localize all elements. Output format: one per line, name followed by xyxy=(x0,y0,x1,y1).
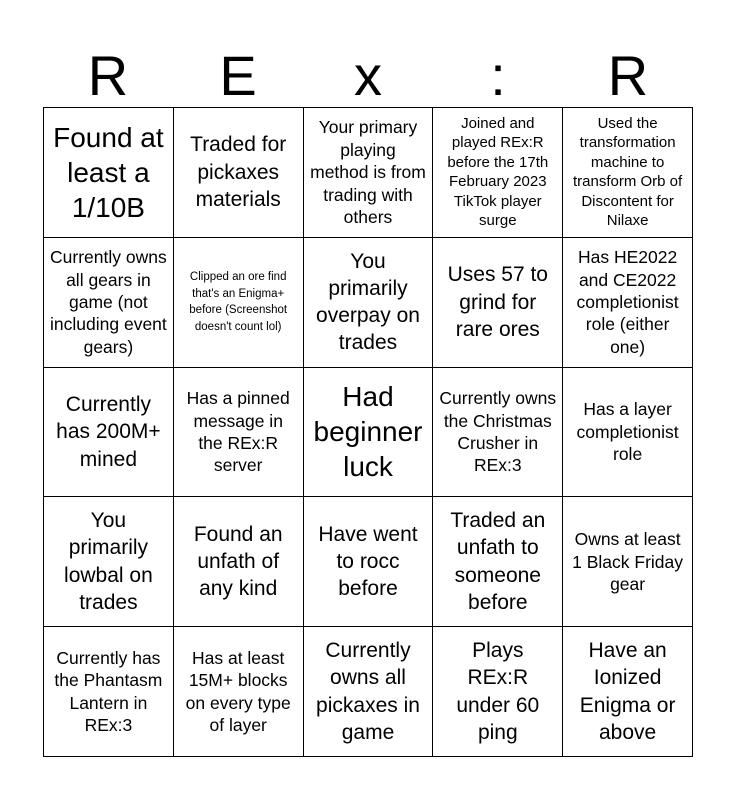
bingo-cell-r2c1[interactable] xyxy=(44,238,174,368)
bingo-cell-text: Has a pinned message in the REx:R server xyxy=(186,388,290,476)
bingo-cell-text: Have an Ionized Enigma or above xyxy=(579,639,676,744)
bingo-cell-text: Currently has the Phantasm Lantern in REx:3 xyxy=(54,647,163,735)
bingo-cell-r5c4[interactable] xyxy=(433,627,563,757)
title-letter-2: E xyxy=(219,44,257,107)
bingo-cell-text: Currently has 200M+ mined xyxy=(56,393,161,471)
bingo-board xyxy=(43,107,693,757)
bingo-cell-text: Found at least a 1/10B xyxy=(53,121,164,223)
bingo-cell-r2c5[interactable] xyxy=(563,238,693,368)
bingo-cell-r4c2[interactable] xyxy=(174,497,304,627)
bingo-cell-text: Joined and played REx:R before the 17th February 2023 TikTok player surge xyxy=(447,114,549,230)
bingo-cell-r5c3[interactable] xyxy=(304,627,434,757)
bingo-cell-text: Has HE2022 and CE2022 completionist role (either one) xyxy=(576,247,679,357)
bingo-cell-r5c5[interactable] xyxy=(563,627,693,757)
bingo-cell-r1c2[interactable] xyxy=(174,108,304,238)
bingo-cell-text: Has at least 15M+ blocks on every type of layer xyxy=(185,647,291,735)
bingo-cell-text: Has a layer completionist role xyxy=(576,399,679,465)
bingo-cell-text: Currently owns all pickaxes in game xyxy=(316,639,420,744)
bingo-cell-r2c2[interactable] xyxy=(174,238,304,368)
bingo-cell-text: Used the transformation machine to transform Orb of Discontent for Nilaxe xyxy=(572,114,683,230)
title-letter-3: x xyxy=(354,44,382,107)
bingo-cell-r4c1[interactable] xyxy=(44,497,174,627)
bingo-cell-text: Plays REx:R under 60 ping xyxy=(456,639,540,744)
bingo-cell-text: Currently owns the Christmas Crusher in REx:3 xyxy=(439,388,557,476)
bingo-cell-r5c1[interactable] xyxy=(44,627,174,757)
bingo-cell-text: You primarily lowbal on trades xyxy=(64,509,153,615)
bingo-cell-text: Traded for pickaxes materials xyxy=(190,133,287,212)
bingo-cell-r5c2[interactable] xyxy=(174,627,304,757)
bingo-cell-text: Clipped an ore find that's an Enigma+ before (Screenshot doesn't count lol) xyxy=(189,270,288,333)
bingo-cell-r4c4[interactable] xyxy=(433,497,563,627)
bingo-cell-text: Had beginner luck xyxy=(313,381,423,483)
bingo-cell-r3c2[interactable] xyxy=(174,368,304,498)
title-letter-4: : xyxy=(490,44,506,107)
bingo-cell-r3c1[interactable] xyxy=(44,368,174,498)
title-letter-1: R xyxy=(87,44,129,107)
bingo-cell-text: Traded an unfath to someone before xyxy=(450,509,546,615)
bingo-cell-r2c4[interactable] xyxy=(433,238,563,368)
bingo-cell-r1c3[interactable] xyxy=(304,108,434,238)
bingo-title xyxy=(43,42,693,106)
bingo-cell-r1c1[interactable] xyxy=(44,108,174,238)
bingo-cell-text: Uses 57 to grind for rare ores xyxy=(447,263,548,341)
bingo-cell-r4c3[interactable] xyxy=(304,497,434,627)
bingo-cell-r3c4[interactable] xyxy=(433,368,563,498)
bingo-cell-text: Have went to rocc before xyxy=(318,522,418,601)
bingo-cell-r4c5[interactable] xyxy=(563,497,693,627)
bingo-cell-text: You primarily overpay on trades xyxy=(316,249,420,355)
bingo-cell-r1c4[interactable] xyxy=(433,108,563,238)
bingo-cell-text: Currently owns all gears in game (not including event gears) xyxy=(50,247,167,357)
bingo-cell-text: Found an unfath of any kind xyxy=(193,522,283,601)
bingo-cell-text: Owns at least 1 Black Friday gear xyxy=(572,529,684,594)
title-letter-5: R xyxy=(607,44,649,107)
bingo-cell-text: Your primary playing method is from trading with others xyxy=(310,117,426,227)
bingo-cell-r3c5[interactable] xyxy=(563,368,693,498)
bingo-cell-r2c3[interactable] xyxy=(304,238,434,368)
bingo-cell-r3c3[interactable] xyxy=(304,368,434,498)
bingo-cell-r1c5[interactable] xyxy=(563,108,693,238)
